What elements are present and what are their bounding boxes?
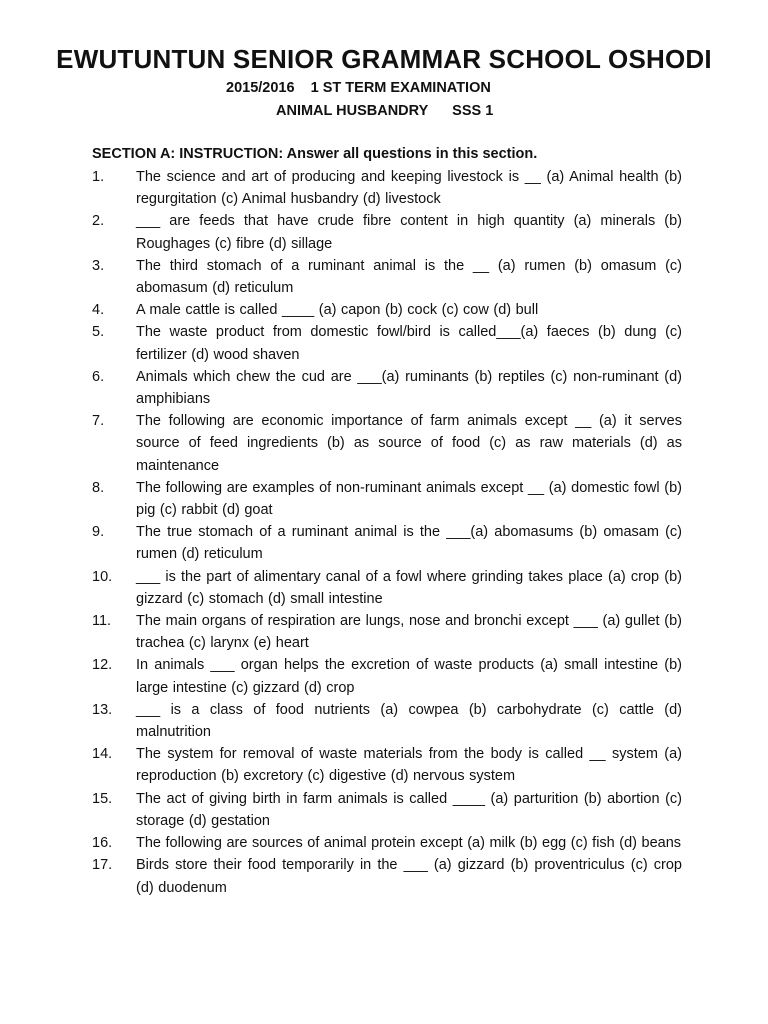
question-item	[92, 166, 682, 210]
question-number: 3.	[92, 257, 105, 274]
question-item	[92, 610, 682, 654]
question-item	[92, 654, 682, 698]
question-item	[92, 788, 682, 832]
question-list	[92, 166, 682, 899]
question-text: The following are examples of non-ruminant animals except __ (a) domestic fowl (b) pig (c) rabbit (d) goat	[136, 479, 682, 519]
question-text: The following are sources of animal protein except (a) milk (b) egg (c) fish (d) beans	[136, 835, 682, 852]
exam-term: 2015/2016 1 ST TERM EXAMINATION	[226, 80, 491, 96]
question-number: 16.	[92, 835, 113, 852]
question-number: 12.	[92, 657, 113, 674]
question-text: The main organs of respiration are lungs, nose and bronchi except ___ (a) gullet (b) trachea (c) larynx (e) heart	[136, 613, 682, 652]
question-number: 11.	[92, 613, 112, 630]
question-number: 6.	[92, 368, 105, 385]
question-item	[92, 366, 682, 410]
question-text: The waste product from domestic fowl/bird is called___(a) faeces (b) dung (c) fertilizer (d) wood shaven	[136, 324, 682, 363]
question-item	[92, 255, 682, 299]
question-number: 9.	[92, 524, 105, 541]
question-number: 8.	[92, 479, 105, 496]
question-text: The science and art of producing and keeping livestock is __ (a) Animal health (b) regurgitation (c) Animal husbandry (d) livestock	[136, 169, 682, 208]
question-item	[92, 743, 682, 787]
question-item	[92, 410, 682, 477]
question-item	[92, 299, 682, 321]
question-item	[92, 699, 682, 743]
question-item	[92, 521, 682, 565]
question-text: The act of giving birth in farm animals is called ____ (a) parturition (b) abortion (c) storage (d) gestation	[136, 790, 682, 829]
question-number: 5.	[92, 324, 105, 341]
question-item	[92, 477, 682, 521]
question-item	[92, 210, 682, 254]
question-number: 10.	[92, 568, 113, 585]
question-item	[92, 321, 682, 365]
question-text: The following are economic importance of farm animals except __ (a) it serves source of feed ingredients (b) as source of food (c) as raw materials (d) as maintenance	[136, 413, 682, 474]
question-number: 13.	[92, 701, 113, 718]
question-text: ___ is a class of food nutrients (a) cowpea (b) carbohydrate (c) cattle (d) malnutrition	[136, 701, 682, 741]
question-text: Birds store their food temporarily in the ___ (a) gizzard (b) proventriculus (c) crop (d) duodenum	[136, 857, 682, 896]
question-number: 4.	[92, 302, 105, 319]
question-text: ___ is the part of alimentary canal of a fowl where grinding takes place (a) crop (b) gizzard (c) stomach (d) small intestine	[136, 568, 682, 607]
question-text: The third stomach of a ruminant animal is the __ (a) rumen (b) omasum (c) abomasum (d) reticulum	[136, 257, 682, 297]
section-instruction: SECTION A: INSTRUCTION: Answer all questions in this section.	[92, 146, 538, 162]
question-text: A male cattle is called ____ (a) capon (b) cock (c) cow (d) bull	[136, 302, 539, 319]
question-number: 1.	[92, 169, 105, 185]
question-number: 15.	[92, 790, 113, 807]
question-text: In animals ___ organ helps the excretion of waste products (a) small intestine (b) large intestine (c) gizzard (d) crop	[136, 657, 682, 696]
question-text: The system for removal of waste materials from the body is called __ system (a) reproduction (b) excretory (c) digestive (d) nervous system	[136, 746, 682, 785]
question-number: 7.	[92, 413, 105, 430]
question-number: 2.	[92, 213, 105, 230]
subject-class: ANIMAL HUSBANDRY SSS 1	[276, 103, 494, 119]
question-item	[92, 832, 682, 854]
question-text: Animals which chew the cud are ___(a) ruminants (b) reptiles (c) non-ruminant (d) amphibians	[136, 368, 682, 408]
question-number: 17.	[92, 857, 113, 874]
question-number: 14.	[92, 746, 113, 763]
question-text: ___ are feeds that have crude fibre content in high quantity (a) minerals (b) Roughages (c) fibre (d) sillage	[136, 213, 682, 252]
school-title: EWUTUNTUN SENIOR GRAMMAR SCHOOL OSHODI	[56, 44, 712, 74]
question-text: The true stomach of a ruminant animal is the ___(a) abomasums (b) omasam (c) rumen (d) reticulum	[136, 524, 682, 563]
question-item	[92, 566, 682, 610]
question-item	[92, 854, 682, 898]
